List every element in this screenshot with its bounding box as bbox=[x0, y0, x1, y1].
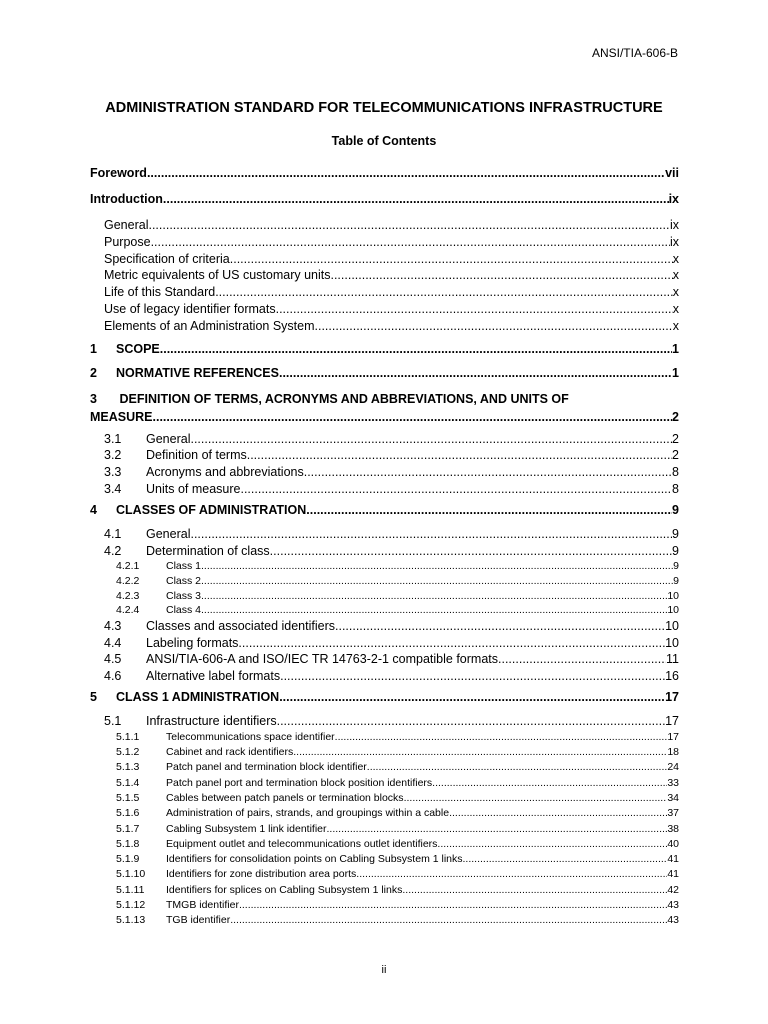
section-5-items bbox=[90, 714, 679, 731]
toc-entry-number: 3.1 bbox=[104, 431, 122, 446]
dot-leader bbox=[306, 503, 672, 517]
toc-entry-foreword[interactable] bbox=[90, 160, 679, 192]
toc-entry-page: 9 bbox=[672, 543, 679, 558]
toc-entry-section-5[interactable] bbox=[90, 686, 679, 714]
dot-leader bbox=[163, 192, 669, 206]
dot-leader bbox=[335, 731, 668, 743]
toc-entry-label: Acronyms and abbreviations bbox=[146, 465, 304, 480]
dot-leader bbox=[327, 823, 668, 835]
toc-entry-number: 5.1.9 bbox=[116, 853, 140, 866]
toc-entry-page: 8 bbox=[672, 481, 679, 496]
dot-leader bbox=[270, 544, 672, 558]
toc-entry[interactable] bbox=[90, 465, 679, 482]
toc-entry-number: 5.1.5 bbox=[116, 791, 140, 804]
dot-leader bbox=[356, 868, 667, 880]
toc-entry[interactable] bbox=[90, 823, 679, 838]
toc-entry-label: Class 4 bbox=[166, 604, 202, 617]
toc-entry-page: x bbox=[672, 251, 679, 266]
toc-entry-label: NORMATIVE REFERENCES bbox=[116, 365, 279, 380]
toc-entry-number: 5.1.8 bbox=[116, 837, 140, 850]
toc-entry[interactable] bbox=[90, 899, 679, 914]
toc-entry-label: General bbox=[146, 431, 191, 446]
toc-entry-page: 17 bbox=[665, 713, 679, 728]
dot-leader bbox=[498, 652, 666, 666]
toc-entry-label: Units of measure bbox=[146, 481, 241, 496]
toc-entry-page: x bbox=[672, 301, 679, 316]
toc-entry-page: vii bbox=[665, 166, 679, 180]
toc-entry[interactable] bbox=[90, 792, 679, 807]
toc-entry-number: 5.1.1 bbox=[116, 730, 140, 743]
toc-entry[interactable] bbox=[90, 619, 679, 636]
toc-entry-label: Patch panel and termination block identifier bbox=[166, 761, 367, 774]
toc-entry-page: 17 bbox=[665, 689, 679, 704]
toc-entry-label: Class 3 bbox=[166, 589, 202, 602]
toc-entry-page: 9 bbox=[673, 560, 679, 573]
toc-entry-page: 10 bbox=[667, 589, 679, 602]
toc-entry-section-4[interactable] bbox=[90, 499, 679, 527]
dot-leader bbox=[277, 714, 665, 728]
toc-entry[interactable] bbox=[90, 252, 679, 269]
toc-entry-number: 4.1 bbox=[104, 526, 122, 541]
toc-entry-label: Administration of pairs, strands, and groupings within a cable bbox=[166, 807, 450, 820]
toc-entry[interactable] bbox=[90, 669, 679, 686]
dot-leader bbox=[190, 527, 672, 541]
toc-entry[interactable] bbox=[90, 838, 679, 853]
toc-entry-label: Telecommunications space identifier bbox=[166, 730, 335, 743]
toc-entry-number: 5.1.3 bbox=[116, 761, 140, 774]
toc-title: Table of Contents bbox=[331, 134, 437, 148]
toc-entry-page: 24 bbox=[667, 761, 679, 774]
toc-entry-page: 9 bbox=[673, 574, 679, 587]
dot-leader bbox=[201, 590, 667, 602]
toc-entry-label: CLASSES OF ADMINISTRATION bbox=[116, 502, 307, 517]
toc-entry[interactable] bbox=[90, 914, 679, 929]
toc-entry-label: Cables between patch panels or termination blocks bbox=[166, 791, 404, 804]
toc-entry[interactable] bbox=[90, 268, 679, 285]
section-4-2-subitems bbox=[90, 560, 679, 618]
toc-entry-page: 2 bbox=[672, 431, 679, 446]
toc-entry-label: Elements of an Administration System bbox=[104, 318, 315, 333]
toc-entry-page: 11 bbox=[666, 652, 679, 667]
toc-entry-number: 4.2 bbox=[104, 543, 122, 558]
section-4-items bbox=[90, 527, 679, 561]
section-3-items bbox=[90, 428, 679, 499]
dot-leader bbox=[437, 838, 667, 850]
toc-entry[interactable] bbox=[90, 218, 679, 235]
toc-entry[interactable] bbox=[90, 560, 679, 575]
toc-entry-number: 3 bbox=[90, 391, 97, 406]
toc-entry-number: 4.2.3 bbox=[116, 589, 140, 602]
page-number: ii bbox=[381, 964, 387, 976]
toc-entry-page: 9 bbox=[672, 526, 679, 541]
toc-entry-page: 9 bbox=[672, 502, 679, 517]
toc-entry-page: 34 bbox=[667, 791, 679, 804]
dot-leader bbox=[238, 636, 665, 650]
toc-entry-page: 8 bbox=[672, 465, 679, 480]
toc-entry[interactable] bbox=[90, 853, 679, 868]
toc-entry-label: Life of this Standard bbox=[104, 285, 216, 300]
toc-entry[interactable] bbox=[90, 868, 679, 883]
toc-entry[interactable] bbox=[90, 761, 679, 776]
dot-leader bbox=[304, 465, 672, 479]
toc-entry-number: 4.6 bbox=[104, 669, 122, 684]
toc-entry-page: 16 bbox=[665, 669, 679, 684]
toc-entry-page: 43 bbox=[667, 898, 679, 911]
toc-entry-page: 42 bbox=[667, 883, 679, 896]
toc-entry-number: 4.2.1 bbox=[116, 560, 140, 573]
toc-entry-label: CLASS 1 ADMINISTRATION bbox=[116, 689, 280, 704]
toc-entry[interactable] bbox=[90, 482, 679, 499]
toc-entry[interactable] bbox=[90, 652, 679, 669]
dot-leader bbox=[239, 899, 667, 911]
toc-entry-label: TMGB identifier bbox=[166, 898, 239, 911]
toc-entry-page: 2 bbox=[672, 448, 679, 463]
toc-entry-number: 5 bbox=[90, 689, 97, 704]
dot-leader bbox=[280, 669, 665, 683]
section-4-items-continued bbox=[90, 619, 679, 686]
toc-entry[interactable] bbox=[90, 746, 679, 761]
toc-entry-number: 5.1.11 bbox=[116, 883, 145, 896]
toc-entry[interactable] bbox=[90, 235, 679, 252]
toc-entry[interactable] bbox=[90, 590, 679, 605]
dot-leader bbox=[279, 690, 665, 704]
toc-entry-number: 4.2.4 bbox=[116, 604, 140, 617]
table-of-contents bbox=[90, 160, 679, 930]
document-code: ANSI/TIA-606-B bbox=[591, 46, 678, 60]
toc-entry-label: Cabinet and rack identifiers bbox=[166, 746, 294, 759]
toc-entry-page: ix bbox=[668, 192, 679, 206]
toc-entry-page: x bbox=[672, 318, 679, 333]
dot-leader bbox=[335, 619, 665, 633]
toc-entry-label: Equipment outlet and telecommunications outlet identifiers bbox=[166, 837, 438, 850]
dot-leader bbox=[148, 218, 669, 232]
toc-entry-section-1[interactable] bbox=[90, 336, 679, 366]
toc-entry-label: Metric equivalents of US customary units bbox=[104, 268, 331, 283]
toc-entry-number: 3.2 bbox=[104, 448, 122, 463]
toc-entry-label: General bbox=[146, 526, 191, 541]
toc-entry-label: Definition of terms bbox=[146, 448, 247, 463]
toc-entry-number: 5.1.7 bbox=[116, 822, 140, 835]
toc-entry-number: 4.4 bbox=[104, 635, 122, 650]
toc-entry[interactable] bbox=[90, 432, 679, 449]
document-title: ADMINISTRATION STANDARD FOR TELECOMMUNICATIONS INFRASTRUCTURE bbox=[105, 100, 663, 116]
toc-entry-page: x bbox=[672, 268, 679, 283]
toc-entry-label: Introduction bbox=[90, 192, 163, 206]
section-5-1-subitems bbox=[90, 731, 679, 930]
toc-entry-number: 5.1 bbox=[104, 713, 122, 728]
dot-leader bbox=[190, 432, 672, 446]
dot-leader bbox=[402, 884, 667, 896]
toc-entry-page: 38 bbox=[667, 822, 679, 835]
toc-entry-label: Class 2 bbox=[166, 574, 202, 587]
toc-entry[interactable] bbox=[90, 807, 679, 822]
toc-entry-page: 43 bbox=[667, 914, 679, 927]
dot-leader bbox=[230, 252, 673, 266]
toc-entry-page: 2 bbox=[672, 409, 679, 424]
dot-leader bbox=[201, 575, 673, 587]
dot-leader bbox=[160, 342, 672, 356]
toc-entry[interactable] bbox=[90, 544, 679, 561]
toc-entry-label: SCOPE bbox=[116, 341, 160, 356]
toc-entry[interactable] bbox=[90, 319, 679, 336]
toc-entry[interactable] bbox=[90, 604, 679, 619]
dot-leader bbox=[432, 777, 667, 789]
toc-entry-page: 41 bbox=[667, 853, 679, 866]
dot-leader bbox=[153, 410, 673, 424]
toc-entry[interactable] bbox=[90, 636, 679, 653]
dot-leader bbox=[247, 448, 672, 462]
toc-entry-page: 10 bbox=[667, 604, 679, 617]
toc-entry[interactable] bbox=[90, 448, 679, 465]
dot-leader bbox=[215, 285, 673, 299]
dot-leader bbox=[315, 319, 673, 333]
toc-entry-label: Patch panel port and termination block position identifiers bbox=[166, 776, 433, 789]
toc-entry-label: General bbox=[104, 218, 149, 232]
dot-leader bbox=[463, 853, 668, 865]
toc-entry-label: Alternative label formats bbox=[146, 669, 281, 684]
toc-entry-number: 3.3 bbox=[104, 465, 122, 480]
toc-entry-section-2[interactable] bbox=[90, 366, 679, 390]
toc-entry-label: Determination of class bbox=[146, 543, 270, 558]
toc-entry-number: 4 bbox=[90, 502, 97, 517]
toc-entry[interactable] bbox=[90, 731, 679, 746]
toc-entry-page: 10 bbox=[665, 618, 679, 633]
toc-entry-section-3[interactable] bbox=[90, 390, 679, 428]
toc-entry-introduction[interactable] bbox=[90, 192, 679, 216]
toc-entry-label: Use of legacy identifier formats bbox=[104, 301, 276, 316]
toc-entry[interactable] bbox=[90, 527, 679, 544]
toc-entry-label: ANSI/TIA-606-A and ISO/IEC TR 14763-2-1 compatible formats bbox=[146, 652, 499, 667]
toc-entry-label: Identifiers for splices on Cabling Subsystem 1 links bbox=[166, 883, 403, 896]
toc-entry-number: 4.5 bbox=[104, 652, 122, 667]
toc-entry-number: 4.3 bbox=[104, 618, 122, 633]
toc-entry-page: x bbox=[672, 285, 679, 300]
toc-entry-label-line2: MEASURE bbox=[90, 409, 153, 424]
toc-entry-number: 4.2.2 bbox=[116, 574, 140, 587]
dot-leader bbox=[151, 235, 670, 249]
toc-entry-page: 37 bbox=[667, 807, 679, 820]
toc-entry-page: 41 bbox=[667, 868, 679, 881]
toc-entry-page: 1 bbox=[672, 365, 679, 380]
toc-entry-label-line1: DEFINITION OF TERMS, ACRONYMS AND ABBREVIATIONS, AND UNITS OF bbox=[119, 391, 569, 406]
dot-leader bbox=[230, 914, 667, 926]
introduction-items bbox=[90, 216, 679, 336]
toc-entry-label: TGB identifier bbox=[166, 914, 231, 927]
toc-entry-page: 17 bbox=[667, 730, 679, 743]
toc-entry-number: 5.1.2 bbox=[116, 746, 140, 759]
toc-entry-label: Foreword bbox=[90, 166, 147, 180]
toc-entry-label: Purpose bbox=[104, 234, 151, 249]
toc-entry-page: ix bbox=[669, 234, 679, 249]
toc-entry[interactable] bbox=[90, 302, 679, 319]
toc-entry[interactable] bbox=[90, 575, 679, 590]
toc-entry-number: 2 bbox=[90, 365, 97, 380]
toc-entry[interactable] bbox=[90, 777, 679, 792]
dot-leader bbox=[330, 268, 672, 282]
toc-entry-number: 5.1.10 bbox=[116, 868, 146, 881]
toc-entry-number: 5.1.6 bbox=[116, 807, 140, 820]
toc-entry-label: Labeling formats bbox=[146, 635, 239, 650]
dot-leader bbox=[279, 366, 672, 380]
toc-entry[interactable] bbox=[90, 285, 679, 302]
toc-entry-label: Cabling Subsystem 1 link identifier bbox=[166, 822, 327, 835]
dot-leader bbox=[201, 560, 673, 572]
toc-entry-page: 33 bbox=[667, 776, 679, 789]
toc-entry-label: Identifiers for zone distribution area ports bbox=[166, 868, 357, 881]
dot-leader bbox=[449, 807, 667, 819]
toc-entry-label: Identifiers for consolidation points on Cabling Subsystem 1 links bbox=[166, 853, 463, 866]
dot-leader bbox=[404, 792, 668, 804]
dot-leader bbox=[147, 166, 665, 180]
toc-entry-label: Specification of criteria bbox=[104, 251, 230, 266]
dot-leader bbox=[293, 746, 667, 758]
dot-leader bbox=[367, 761, 668, 773]
toc-entry-label: Class 1 bbox=[166, 560, 202, 573]
dot-leader bbox=[240, 482, 672, 496]
toc-entry-page: 10 bbox=[665, 635, 679, 650]
toc-entry-number: 3.4 bbox=[104, 481, 122, 496]
toc-entry[interactable] bbox=[90, 714, 679, 731]
dot-leader bbox=[201, 604, 667, 616]
toc-entry-number: 5.1.4 bbox=[116, 776, 140, 789]
toc-entry[interactable] bbox=[90, 884, 679, 899]
toc-entry-number: 5.1.12 bbox=[116, 898, 146, 911]
toc-entry-page: 18 bbox=[667, 746, 679, 759]
toc-entry-label: Infrastructure identifiers bbox=[146, 713, 277, 728]
toc-entry-page: ix bbox=[669, 218, 679, 232]
toc-entry-page: 1 bbox=[672, 341, 679, 356]
toc-entry-number: 1 bbox=[90, 341, 97, 356]
dot-leader bbox=[276, 302, 673, 316]
toc-entry-page: 40 bbox=[667, 837, 679, 850]
toc-entry-label: Classes and associated identifiers bbox=[146, 618, 335, 633]
toc-entry-number: 5.1.13 bbox=[116, 914, 146, 927]
